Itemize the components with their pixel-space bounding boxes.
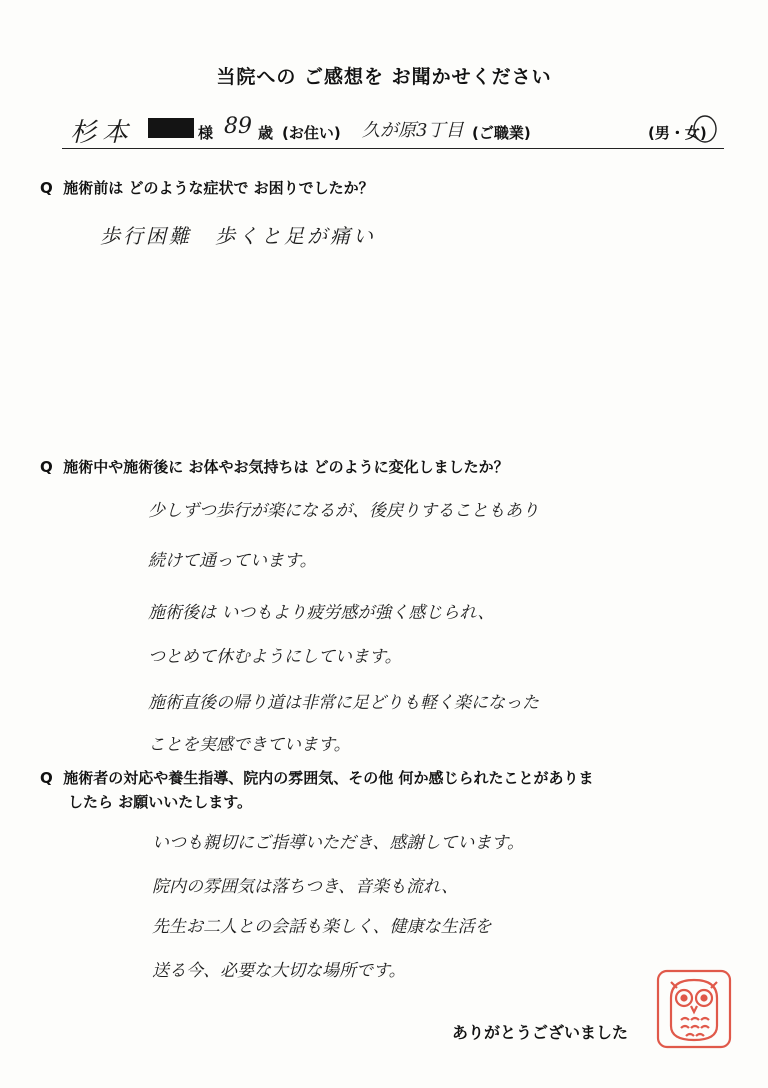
page-title: 当院への ご感想を お聞かせください [216,66,552,88]
redacted-name [148,118,194,138]
question-3 [40,766,593,814]
q-mark: Q [40,179,53,197]
answer-3-line: 送る今、必要な大切な場所です。 [152,961,406,981]
answer-2-line: つとめて休むようにしています。 [148,647,402,667]
answer-2-line: 少しずつ歩行が楽になるが、後戻りすることもあり [148,501,539,521]
respondent-info-row [62,112,722,152]
info-underline [62,148,724,149]
question-3-text-line2: したら お願いいたします。 [68,793,253,811]
name-handwritten: 杉本 [70,118,135,148]
question-3-text-line1: 施術者の対応や養生指導、院内の雰囲気、その他 何か感じられたことがありま [63,769,594,787]
female-circle-mark [692,114,718,144]
answer-3-line: 院内の雰囲気は落ちつき、音楽も流れ、 [152,877,459,897]
sama-label: 様 [198,124,214,142]
question-2 [40,455,509,479]
age-handwritten: 89 [224,114,252,139]
occupation-label: (ご職業) [472,124,531,142]
q-mark: Q [40,769,53,787]
closing-thanks: ありがとうございました [451,1023,628,1042]
answer-3-line: 先生お二人との会話も楽しく、健康な生活を [152,917,492,937]
answer-3-line: いつも親切にご指導いただき、感謝しています。 [152,833,524,853]
residence-handwritten: 久が原3丁目 [362,120,464,141]
owl-stamp-icon [655,968,733,1050]
answer-2-line: 施術後は いつもより疲労感が強く感じられ、 [148,603,495,623]
question-1-text: 施術前は どのような症状で お困りでしたか？ [63,179,374,197]
answer-2-line: 続けて通っています。 [148,551,317,571]
question-2-text: 施術中や施術後に お体やお気持ちは どのように変化しましたか？ [63,458,509,476]
answer-2-line: 施術直後の帰り道は非常に足どりも軽く楽になった [148,693,539,713]
residence-label: (お住い) [282,124,341,142]
age-label: 歳 [258,124,274,142]
answer-2-line: ことを実感できています。 [148,735,351,755]
answer-1-line: 歩行困難 歩くと足が痛い [100,224,376,248]
q-mark: Q [40,458,53,476]
question-1 [40,176,374,200]
gender-label: (男・女) [648,124,707,142]
